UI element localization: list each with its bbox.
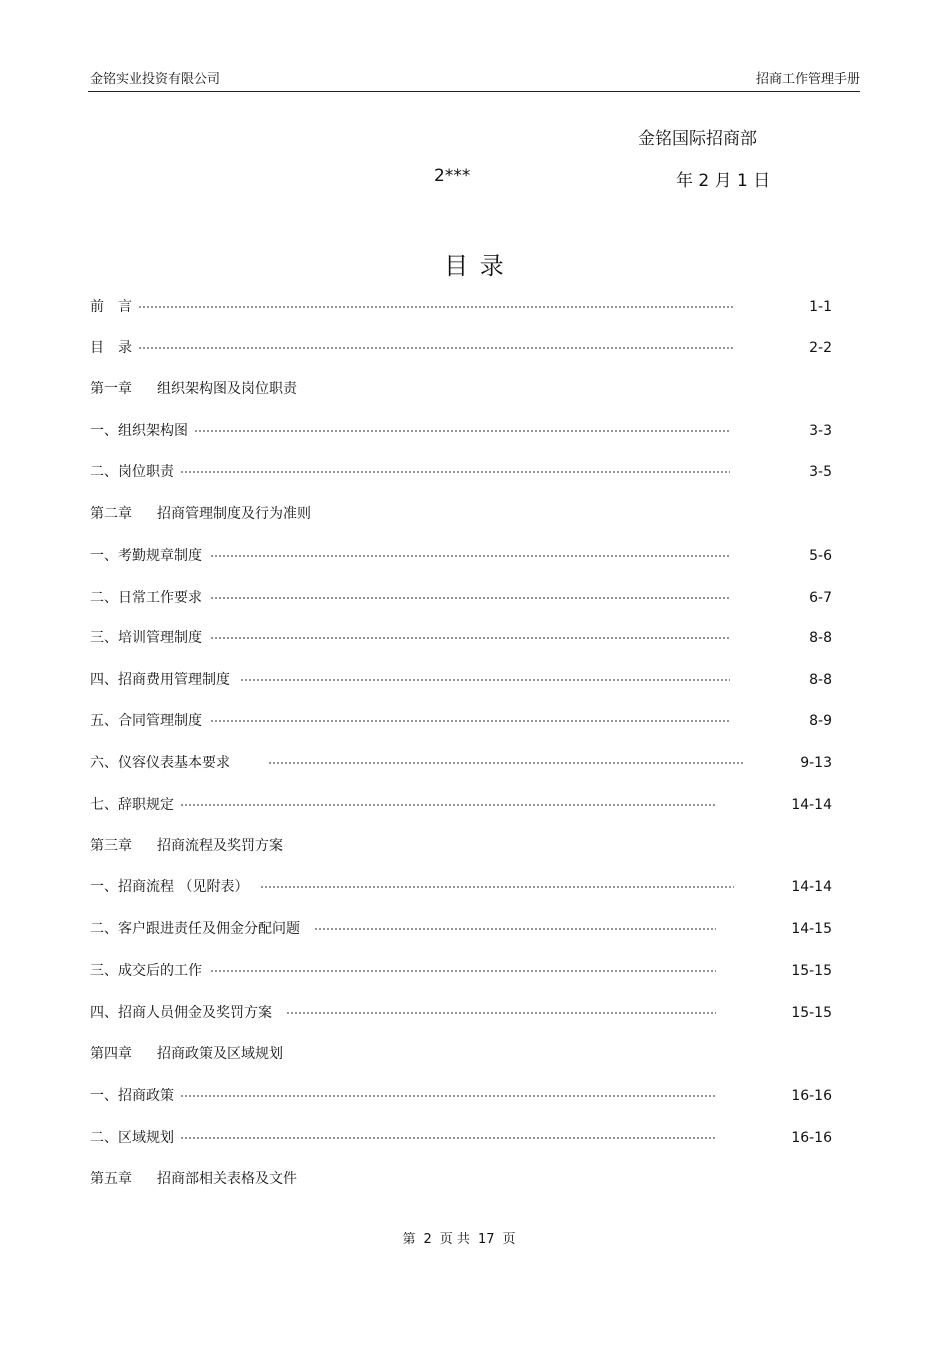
toc-entry: [90, 1002, 850, 1024]
toc-page-range: 14-15: [791, 921, 832, 937]
toc-page-range: 14-14: [791, 879, 832, 895]
toc-entry-label: 四、招商费用管理制度: [90, 672, 230, 688]
toc-entry: [90, 545, 850, 567]
toc-entry: [90, 876, 850, 898]
toc-chapter-number: 第四章: [90, 1046, 132, 1062]
toc-page-range: 6-7: [809, 590, 832, 606]
footer-mid: 页 共: [439, 1232, 470, 1247]
toc-dot-leader: [180, 1137, 716, 1139]
toc-chapter-title: 招商政策及区域规划: [157, 1046, 283, 1062]
toc-entry-label: 二、客户跟进责任及佣金分配问题: [90, 921, 300, 937]
toc-entry: [90, 669, 850, 691]
toc-entry-label: 目 录: [90, 340, 132, 356]
toc-chapter-title: 招商管理制度及行为准则: [157, 506, 311, 522]
toc-chapter-heading: [90, 503, 850, 525]
toc-chapter-title: 组织架构图及岗位职责: [157, 381, 297, 397]
toc-entry-label: 四、招商人员佣金及奖罚方案: [90, 1005, 272, 1021]
toc-entry: [90, 627, 850, 649]
toc-page-range: 15-15: [791, 1005, 832, 1021]
footer-total-pages: 17: [477, 1232, 495, 1247]
toc-dot-leader: [180, 1095, 716, 1097]
toc-entry: [90, 710, 850, 732]
header-manual-title: 招商工作管理手册: [755, 72, 860, 87]
toc-entry: [90, 296, 850, 318]
toc-chapter-label: [90, 503, 311, 525]
toc-chapter-heading: [90, 1168, 850, 1190]
toc-chapter-label: [90, 1043, 283, 1065]
toc-entry: [90, 461, 850, 483]
toc-entry-label: 三、成交后的工作: [90, 963, 202, 979]
toc-chapter-heading: [90, 835, 850, 857]
toc-page-range: 1-1: [809, 299, 832, 315]
date-month-day: 年 2 月 1 日: [676, 171, 771, 191]
toc-chapter-number: 第二章: [90, 506, 132, 522]
toc-chapter-label: [90, 1168, 297, 1190]
toc-chapter-label: [90, 378, 297, 400]
toc-entry-label: 二、日常工作要求: [90, 590, 202, 606]
toc-chapter-label: [90, 835, 283, 857]
toc-entry: [90, 1085, 850, 1107]
header-company: 金铭实业投资有限公司: [90, 72, 221, 87]
toc-dot-leader: [210, 637, 730, 639]
toc-dot-leader: [180, 804, 716, 806]
toc-entry: [90, 337, 850, 359]
toc-entry-label: 五、合同管理制度: [90, 713, 202, 729]
toc-dot-leader: [314, 928, 716, 930]
toc-page-range: 8-9: [809, 713, 832, 729]
toc-dot-leader: [210, 597, 730, 599]
toc-entry-label: 六、仪容仪表基本要求: [90, 755, 230, 771]
toc-entry-label: 一、考勤规章制度: [90, 548, 202, 564]
toc-entry: [90, 1127, 850, 1149]
date-year: 2***: [434, 166, 471, 186]
toc-chapter-title: 招商部相关表格及文件: [157, 1171, 297, 1187]
footer-prefix: 第: [402, 1232, 416, 1247]
toc-chapter-number: 第三章: [90, 838, 132, 854]
footer-current-page: 2: [423, 1232, 432, 1247]
toc-dot-leader: [210, 555, 730, 557]
toc-chapter-heading: [90, 1043, 850, 1065]
toc-dot-leader: [210, 970, 716, 972]
toc-page-range: 16-16: [791, 1088, 832, 1104]
toc-page-range: 15-15: [791, 963, 832, 979]
toc-entry-label: 二、区域规划: [90, 1130, 174, 1146]
toc-entry: [90, 752, 850, 774]
toc-entry-label: 前 言: [90, 299, 132, 315]
toc-dot-leader: [240, 679, 730, 681]
toc-title: 目 录: [444, 252, 506, 280]
toc-page-range: 9-13: [800, 755, 832, 771]
toc-page-range: 16-16: [791, 1130, 832, 1146]
toc-entry: [90, 794, 850, 816]
toc-page-range: 8-8: [809, 672, 832, 688]
toc-page-range: 2-2: [809, 340, 832, 356]
toc-page-range: 3-5: [809, 464, 832, 480]
toc-page-range: 8-8: [809, 630, 832, 646]
page-footer: [0, 1228, 918, 1247]
toc-dot-leader: [210, 720, 730, 722]
header-divider: [88, 91, 860, 92]
toc-entry: [90, 960, 850, 982]
toc-entry: [90, 587, 850, 609]
toc-entry-label: 一、组织架构图: [90, 423, 188, 439]
toc-dot-leader: [268, 762, 744, 764]
toc-page-range: 3-3: [809, 423, 832, 439]
toc-dot-leader: [180, 471, 730, 473]
toc-chapter-number: 第一章: [90, 381, 132, 397]
toc-chapter-number: 第五章: [90, 1171, 132, 1187]
toc-dot-leader: [194, 430, 730, 432]
department-name: 金铭国际招商部: [638, 129, 757, 149]
toc-page-range: 14-14: [791, 797, 832, 813]
toc-entry: [90, 420, 850, 442]
toc-entry-label: 七、辞职规定: [90, 797, 174, 813]
toc-chapter-title: 招商流程及奖罚方案: [157, 838, 283, 854]
toc-dot-leader: [286, 1012, 716, 1014]
toc-chapter-heading: [90, 378, 850, 400]
toc-dot-leader: [138, 347, 734, 349]
toc-entry: [90, 918, 850, 940]
toc-entry-label: 二、岗位职责: [90, 464, 174, 480]
toc-dot-leader: [138, 306, 734, 308]
toc-entry-label: 一、招商政策: [90, 1088, 174, 1104]
toc-entry-label: 三、培训管理制度: [90, 630, 202, 646]
toc-page-range: 5-6: [809, 548, 832, 564]
footer-suffix: 页: [502, 1232, 516, 1247]
toc-dot-leader: [260, 886, 734, 888]
toc-entry-label: 一、招商流程 （见附表）: [90, 879, 249, 895]
